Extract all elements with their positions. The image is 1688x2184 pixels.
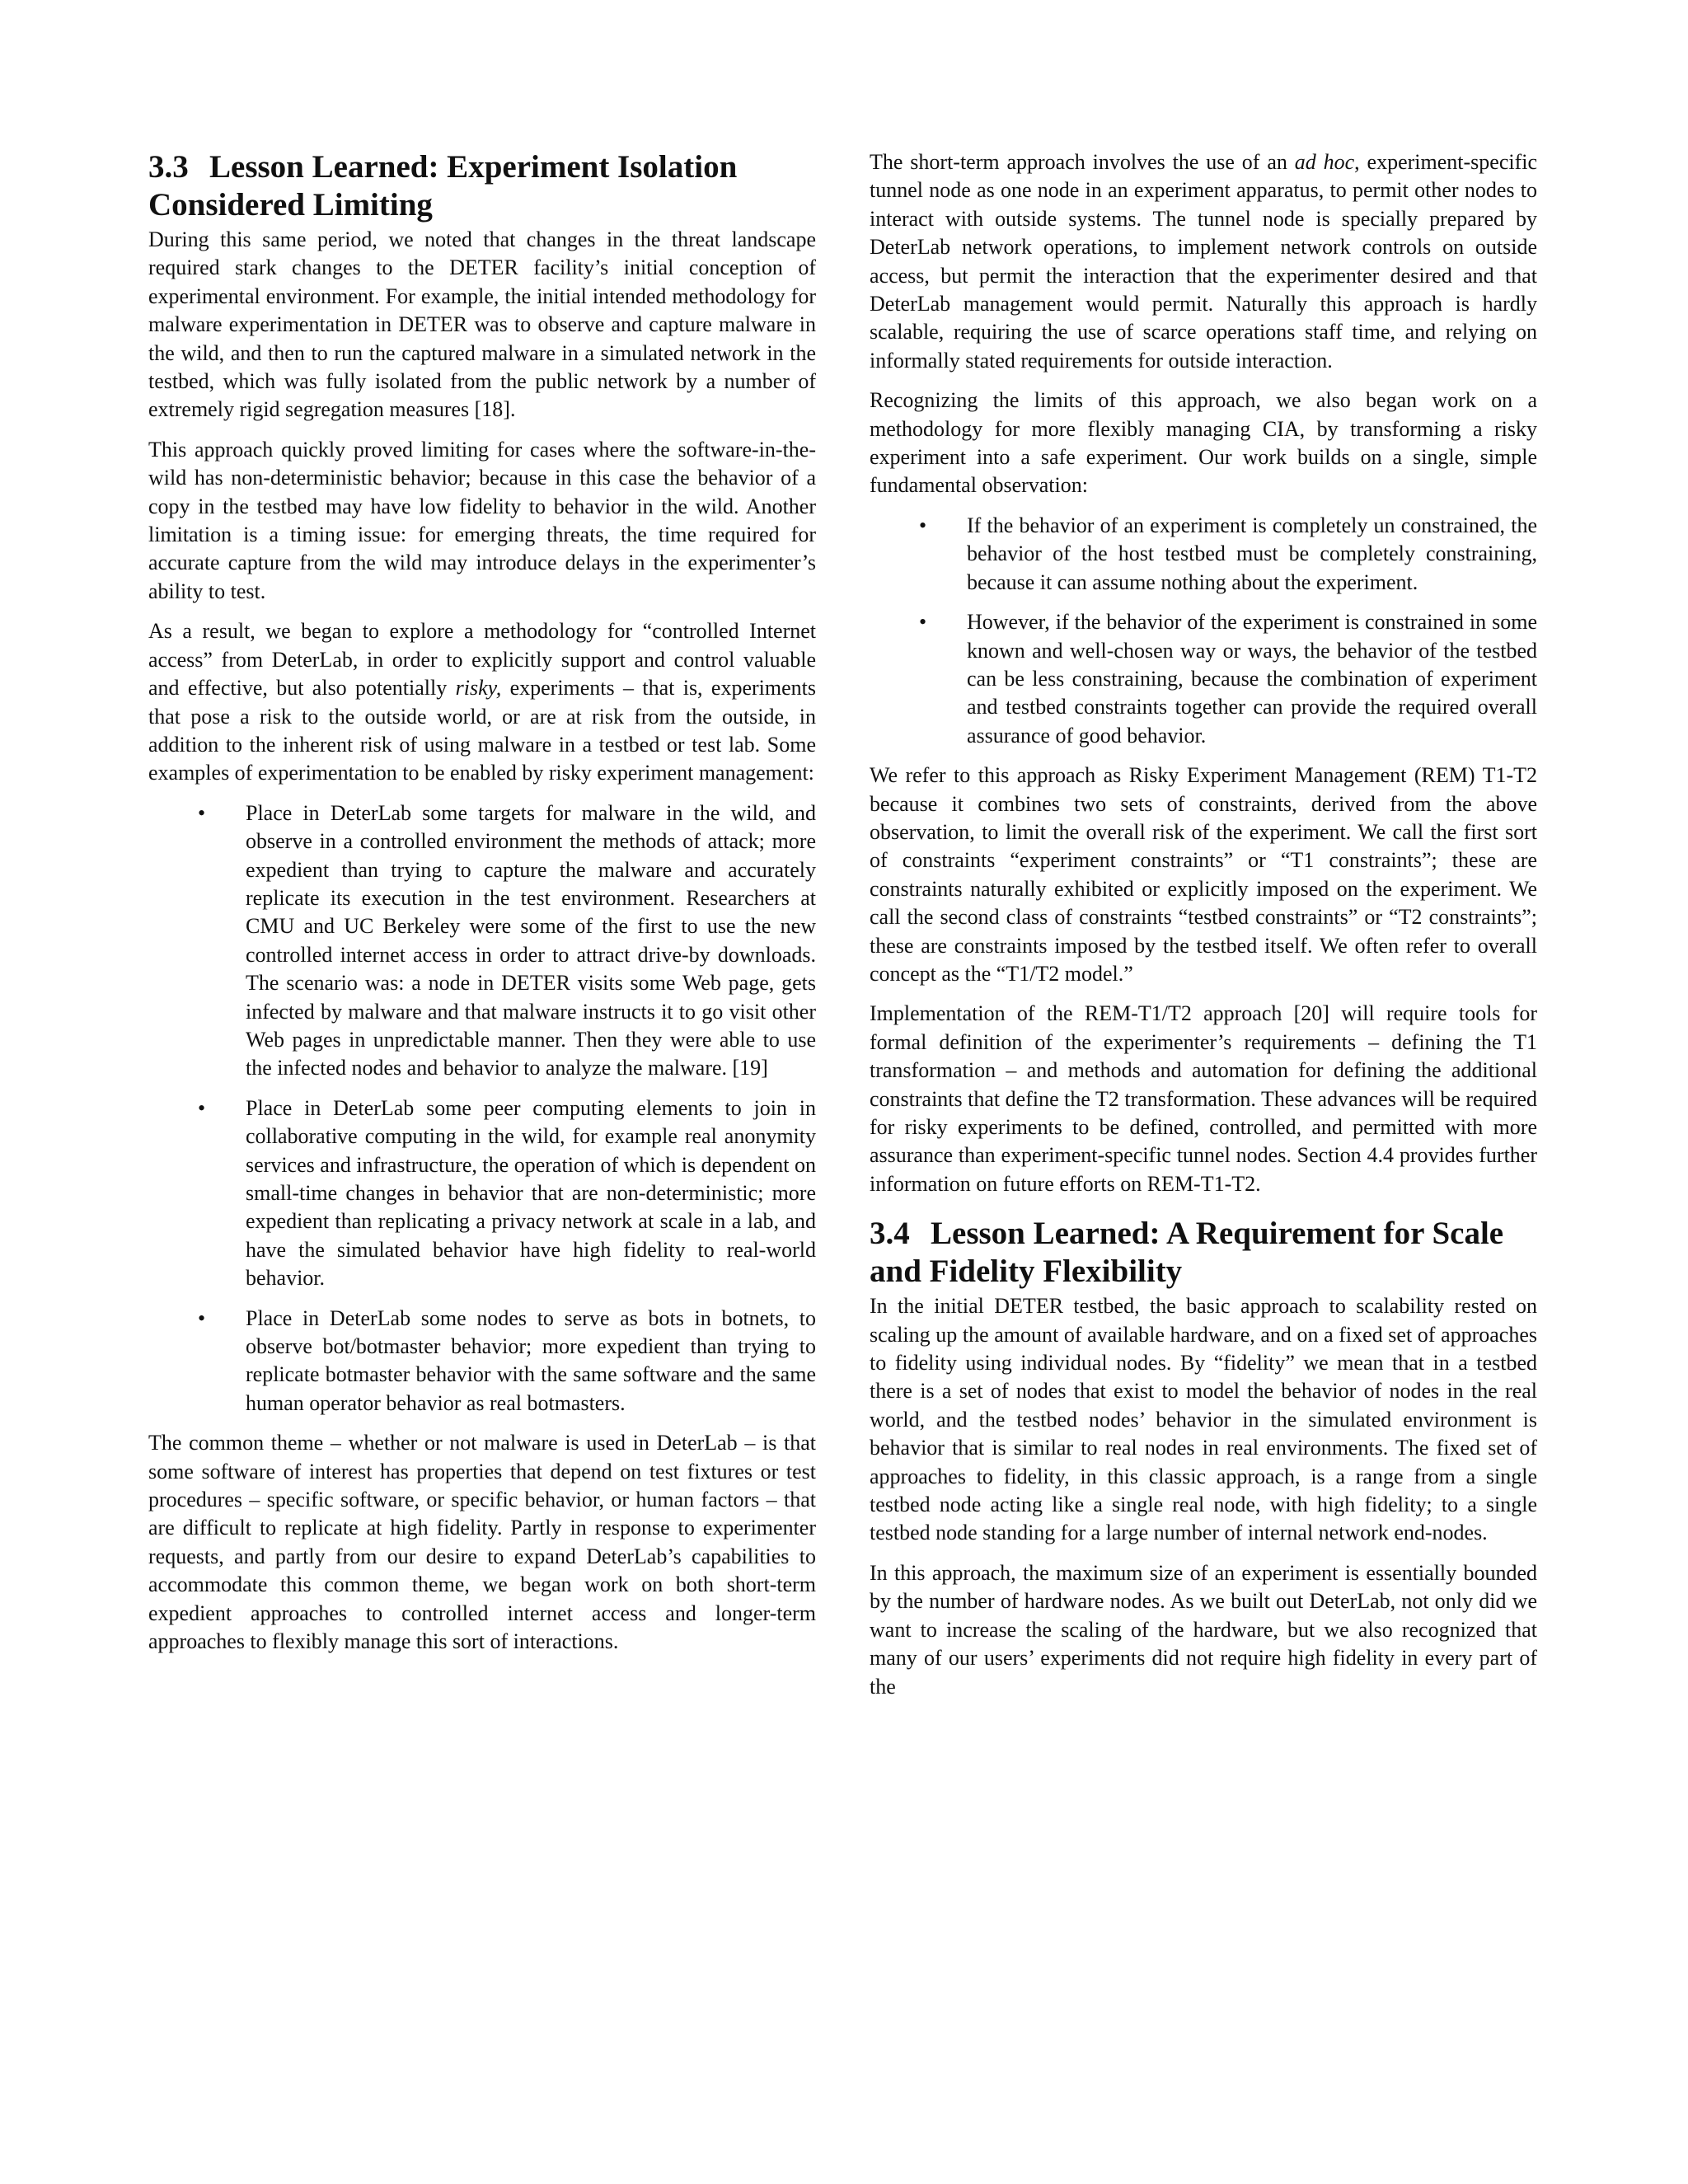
bullet-icon: • <box>198 800 206 825</box>
section-title: Lesson Learned: Experiment Isolation Considered Limiting <box>148 149 738 223</box>
text-run: The short-term approach involves the use of an <box>870 150 1295 174</box>
paragraph: Recognizing the limits of this approach, we also began work on a methodology for more flexibly managing CIA, by transforming a risky experiment into a safe experiment. Our work builds on a single, simple fundamental observation: <box>870 388 1537 498</box>
bullet-list <box>148 799 816 1418</box>
bullet-icon: • <box>919 610 927 635</box>
paragraph: Implementation of the REM-T1/T2 approach [20] will require tools for formal definition of the experimenter’s requirements – defining the T1 transformation – and methods and automation for defining the additional constraints that define the T2 transformation. These advances will be required for risky experiments to be defined, controlled, and permitted with more assurance than experiment-specific tunnel nodes. Section 4.4 provides further information on future efforts on REM-T1-T2. <box>870 1001 1537 1196</box>
paragraph: In this approach, the maximum size of an experiment is essentially bounded by the number of hardware nodes. As we built out DeterLab, not only did we want to increase the scaling of the hardware, but we also recognized that many of our users’ experiments did not require high fidelity in every part of the <box>870 1560 1537 1699</box>
list-item-text: Place in DeterLab some nodes to serve as bots in botnets, to observe bot/botmaster behavior; more expedient than trying to replicate botmaster behavior with the same software and the same human operator behavior as real botmasters. <box>246 1305 816 1415</box>
section-number: 3.4 <box>870 1216 910 1252</box>
paragraph: In the initial DETER testbed, the basic approach to scalability rested on scaling up the amount of available hardware, and on a fixed set of approaches to fidelity using individual nodes. By “fidelity” we mean that in a testbed there is a set of nodes that exist to model the behavior of nodes in the real world, and the testbed nodes’ behavior in the simulated environment is behavior that is similar to real nodes in real environments. The fixed set of approaches to fidelity, in this classic approach, is a range from a single testbed node acting like a single real node, with high fidelity; to a single testbed node standing for a large number of internal network end-nodes. <box>870 1294 1537 1545</box>
paragraph: We refer to this approach as Risky Experiment Management (REM) T1-T2 because it combines two sets of constraints, derived from the above observation, to limit the overall risk of the experiment. We call the first sort of constraints “experiment constraints” or “T1 constraints”; these are constraints naturally exhibited or explicitly imposed on the experiment. We call the second class of constraints “testbed constraints” or “T2 constraints”; these are constraints imposed by the testbed itself. We often refer to overall concept as the “T1/T2 model.” <box>870 763 1537 986</box>
list-item <box>870 512 1537 597</box>
paragraph <box>870 148 1537 375</box>
bullet-icon: • <box>198 1095 206 1120</box>
list-item-text: However, if the behavior of the experiment is constrained in some known and well-chosen way or ways, the behavior of the testbed can be less constraining, because the combination of experiment and testbed constraints together can provide the required overall assurance of good behavior. <box>967 610 1537 748</box>
bullet-icon: • <box>919 513 927 537</box>
list-item <box>870 608 1537 750</box>
list-item <box>148 799 816 1083</box>
paragraph: During this same period, we noted that changes in the threat landscape required stark changes to the DETER facility’s initial conception of experimental environment. For example, the initial intended methodology for malware experimentation in DETER was to observe and capture malware in the wild, and then to run the captured malware in a simulated network in the testbed, which was fully isolated from the public network by a number of extremely rigid segregation measures [18]. <box>148 227 816 422</box>
bullet-list <box>870 512 1537 750</box>
section-heading-3-4 <box>870 1215 1537 1291</box>
list-item-text: Place in DeterLab some peer computing elements to join in collaborative computing in the wild, for example real anonymity services and infrastructure, the operation of which is dependent on small-time changes in behavior that are non-deterministic; more expedient than replicating a privacy network at scale in a lab, and have the simulated behavior have high fidelity to real-world behavior. <box>246 1095 816 1291</box>
list-item-text: Place in DeterLab some targets for malware in the wild, and observe in a controlled environment the methods of attack; more expedient than trying to capture the malware and accurately replicate its execution in the test environment. Researchers at CMU and UC Berkeley were some of the first to use the new controlled internet access in order to attract drive-by downloads. The scenario was: a node in DETER visits some Web page, gets infected by malware and that malware instructs it to go visit other Web pages in unpredictable manner. Then they were able to use the infected nodes and behavior to analyze the malware. [19] <box>246 800 816 1080</box>
text-run: As a result, we began to explore a methodology for “controlled Internet access” from DeterLab, in order to explicitly support and control valuable and effective, but also potentially <box>148 619 816 701</box>
left-column <box>148 148 816 1668</box>
paragraph: The common theme – whether or not malware is used in DeterLab – is that some software of interest has properties that depend on test fixtures or test procedures – specific software, or specific behavior, or human factors – that are difficult to replicate at high fidelity. Partly in response to experimenter requests, and partly from our desire to expand DeterLab’s capabilities to accommodate this common theme, we began work on both short-term expedient approaches to controlled internet access and longer-term approaches to flexibly manage this sort of interactions. <box>148 1431 816 1654</box>
list-item-text: If the behavior of an experiment is completely un constrained, the behavior of the host testbed must be completely constraining, because it can assume nothing about the experiment. <box>967 513 1537 594</box>
emphasis-text: ad hoc <box>1294 150 1355 174</box>
right-column <box>870 148 1537 1713</box>
paragraph <box>148 617 816 787</box>
section-number: 3.3 <box>148 149 189 185</box>
text-run: experiments – that is, experiments that pose a risk to the outside world, or are at risk from the outside, in addition to the inherent risk of using malware in a testbed or test lab. Some examples of experimentation to be enabled by risky experiment management: <box>148 676 816 785</box>
bullet-icon: • <box>198 1305 206 1330</box>
paragraph: This approach quickly proved limiting for cases where the software-in-the-wild has non-deterministic behavior; because in this case the behavior of a copy in the testbed may have low fidelity to behavior in the wild. Another limitation is a timing issue: for emerging threats, the time required for accurate capture from the wild may introduce delays in the experimenter’s ability to test. <box>148 437 816 603</box>
emphasis-text: risky, <box>455 676 502 701</box>
list-item <box>148 1094 816 1293</box>
text-run: , experiment-specific tunnel node as one node in an experiment apparatus, to permit other nodes to interact with outside systems. The tunnel node is specially prepared by DeterLab network operations, to implement network controls on outside access, but permit the interaction that the experimenter desired and that DeterLab management would permit. Naturally this approach is hardly scalable, requiring the use of scarce operations staff time, and relying on informally stated requirements for outside interaction. <box>870 150 1537 373</box>
section-title: Lesson Learned: A Requirement for Scale and Fidelity Flexibility <box>870 1216 1504 1290</box>
section-heading-3-3 <box>148 148 816 224</box>
list-item <box>148 1305 816 1418</box>
